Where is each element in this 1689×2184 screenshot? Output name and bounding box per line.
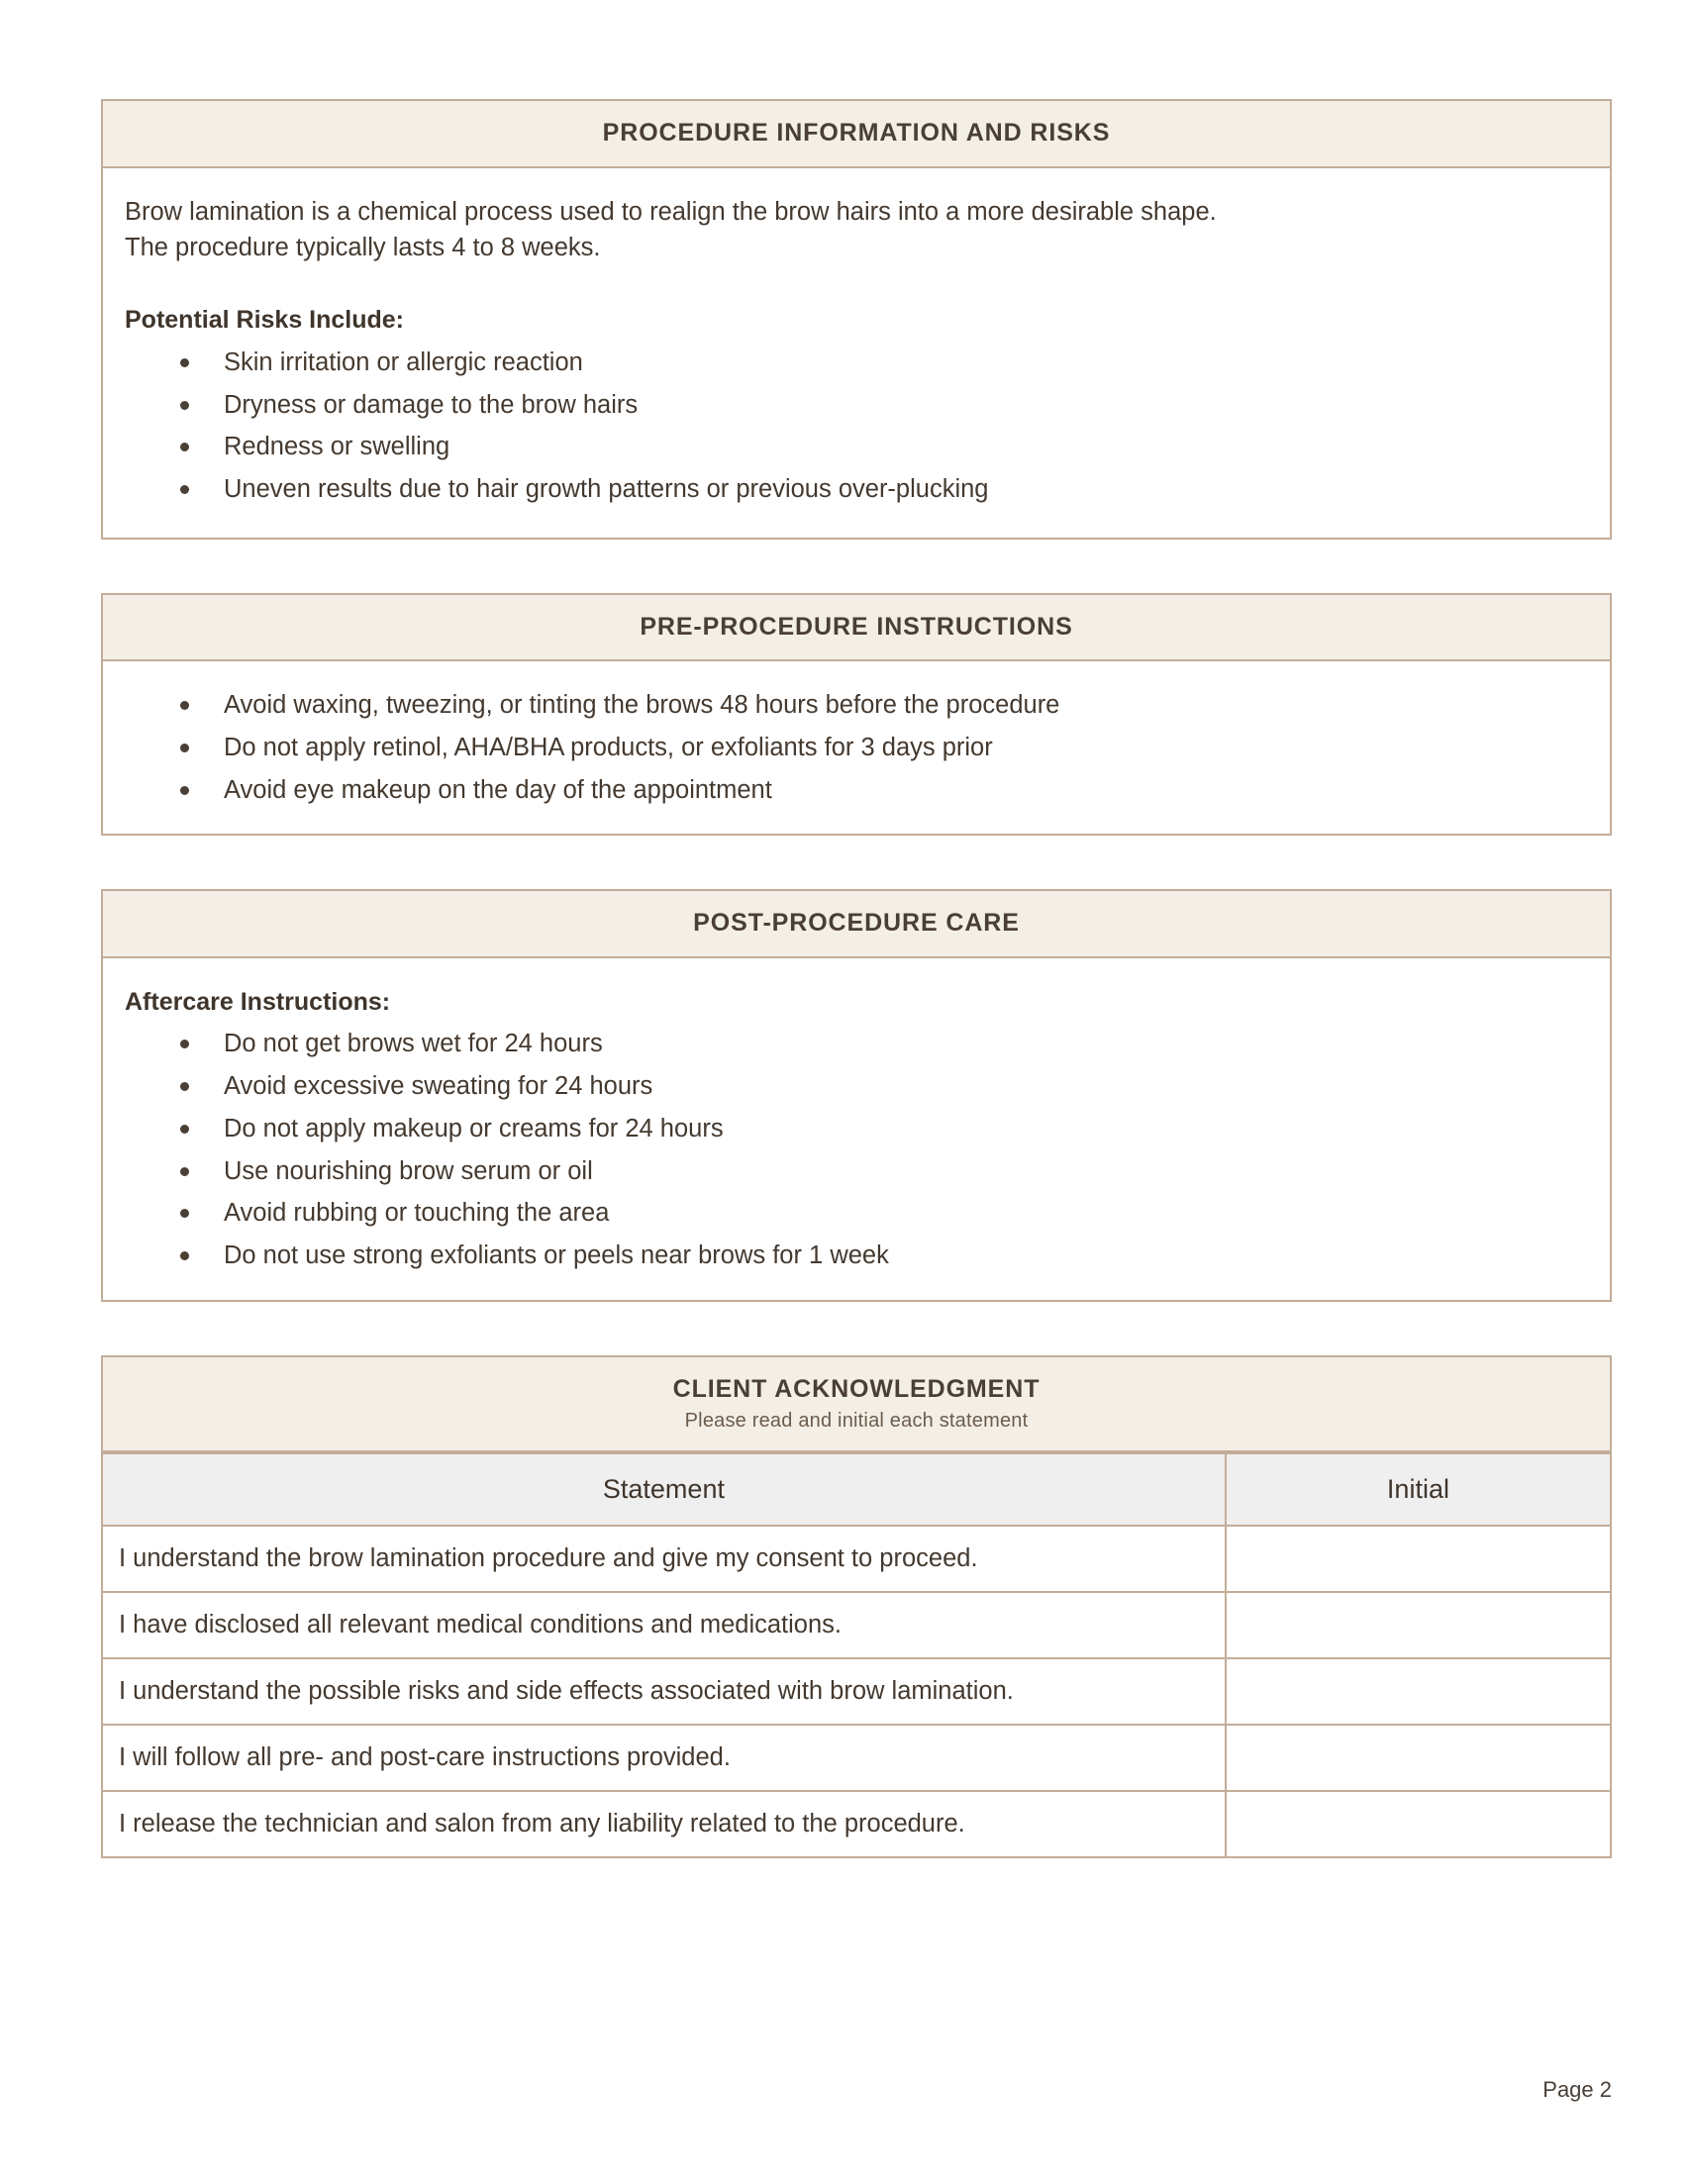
procedure-intro-line-2: The procedure typically lasts 4 to 8 weeks. <box>125 234 601 262</box>
statement-cell: I understand the brow lamination procedure and give my consent to proceed. <box>103 1526 1226 1592</box>
table-header-row <box>103 1453 1610 1526</box>
list-item <box>172 387 1580 424</box>
bullet-dot-icon <box>180 1209 189 1218</box>
spacer <box>125 266 1580 302</box>
list-item <box>172 772 1580 809</box>
section-header-post-procedure: POST-PROCEDURE CARE <box>103 891 1610 958</box>
list-item <box>172 471 1580 508</box>
initial-input-cell[interactable] <box>1226 1658 1610 1725</box>
table-row <box>103 1592 1610 1658</box>
bullet-dot-icon <box>180 1251 189 1260</box>
statement-cell: I understand the possible risks and side effects associated with brow lamination. <box>103 1658 1226 1725</box>
table-body <box>103 1526 1610 1856</box>
section-client-acknowledgment <box>101 1355 1612 1859</box>
acknowledgment-subtitle: Please read and initial each statement <box>684 1410 1029 1433</box>
table-row <box>103 1526 1610 1592</box>
acknowledgment-table <box>103 1452 1610 1856</box>
section-header-procedure: PROCEDURE INFORMATION AND RISKS <box>103 101 1610 168</box>
statement-cell: I release the technician and salon from any liability related to the procedure. <box>103 1791 1226 1856</box>
bullet-dot-icon <box>180 1125 189 1134</box>
list-item-label: Dryness or damage to the brow hairs <box>224 390 639 419</box>
list-item <box>172 687 1580 724</box>
risks-list <box>125 345 1580 508</box>
bullet-dot-icon <box>180 443 189 451</box>
procedure-intro-line-1: Brow lamination is a chemical process used to realign the brow hairs into a more desirable shape. <box>125 197 1217 226</box>
list-item-label: Avoid excessive sweating for 24 hours <box>224 1072 653 1101</box>
statement-cell: I have disclosed all relevant medical conditions and medications. <box>103 1592 1226 1658</box>
list-item <box>172 1195 1580 1232</box>
section-header-pre-procedure: PRE-PROCEDURE INSTRUCTIONS <box>103 595 1610 662</box>
list-item-label: Do not apply makeup or creams for 24 hours <box>224 1114 724 1142</box>
list-item-label: Do not get brows wet for 24 hours <box>224 1030 603 1058</box>
bullet-dot-icon <box>180 358 189 367</box>
bullet-dot-icon <box>180 1082 189 1091</box>
bullet-dot-icon <box>180 485 189 494</box>
list-item <box>172 1153 1580 1190</box>
section-body-procedure <box>103 168 1610 538</box>
acknowledgment-title: CLIENT ACKNOWLEDGMENT <box>672 1374 1041 1403</box>
list-item-label: Skin irritation or allergic reaction <box>224 347 583 376</box>
list-item <box>172 1026 1580 1062</box>
aftercare-list <box>125 1026 1580 1273</box>
list-item-label: Avoid eye makeup on the day of the appointment <box>224 775 772 804</box>
bullet-dot-icon <box>180 401 189 410</box>
acknowledgment-table-wrapper <box>103 1452 1610 1856</box>
statement-cell: I will follow all pre- and post-care instructions provided. <box>103 1725 1226 1791</box>
column-header-statement: Statement <box>103 1453 1226 1526</box>
table-row <box>103 1725 1610 1791</box>
list-item <box>172 1238 1580 1274</box>
initial-input-cell[interactable] <box>1226 1725 1610 1791</box>
list-item <box>172 429 1580 465</box>
list-item-label: Avoid waxing, tweezing, or tinting the brows 48 hours before the procedure <box>224 691 1060 720</box>
initial-input-cell[interactable] <box>1226 1526 1610 1592</box>
bullet-dot-icon <box>180 1040 189 1048</box>
section-header-acknowledgment <box>103 1357 1610 1453</box>
section-post-procedure-care <box>101 889 1612 1301</box>
list-item-label: Do not apply retinol, AHA/BHA products, or exfoliants for 3 days prior <box>224 734 993 762</box>
list-item-label: Uneven results due to hair growth patterns or previous over-plucking <box>224 475 989 504</box>
list-item-label: Avoid rubbing or touching the area <box>224 1199 610 1228</box>
section-procedure-information <box>101 99 1612 540</box>
bullet-dot-icon <box>180 744 189 752</box>
aftercare-instructions-lead: Aftercare Instructions: <box>125 987 391 1016</box>
list-item <box>172 1111 1580 1147</box>
list-item-label: Use nourishing brow serum or oil <box>224 1156 593 1185</box>
list-item <box>172 345 1580 381</box>
list-item-label: Do not use strong exfoliants or peels near brows for 1 week <box>224 1241 889 1270</box>
bullet-dot-icon <box>180 1167 189 1176</box>
pre-procedure-list <box>125 687 1580 808</box>
section-pre-procedure-instructions <box>101 593 1612 837</box>
table-head <box>103 1453 1610 1526</box>
page-number-footer: Page 2 <box>1542 2077 1612 2102</box>
list-item-label: Redness or swelling <box>224 433 450 461</box>
initial-input-cell[interactable] <box>1226 1791 1610 1856</box>
section-body-pre-procedure <box>103 661 1610 834</box>
section-body-post-procedure <box>103 958 1610 1300</box>
initial-input-cell[interactable] <box>1226 1592 1610 1658</box>
list-item <box>172 1068 1580 1105</box>
table-row <box>103 1791 1610 1856</box>
potential-risks-lead: Potential Risks Include: <box>125 306 405 335</box>
bullet-dot-icon <box>180 701 189 710</box>
bullet-dot-icon <box>180 786 189 795</box>
table-row <box>103 1658 1610 1725</box>
list-item <box>172 730 1580 766</box>
column-header-initial: Initial <box>1226 1453 1610 1526</box>
